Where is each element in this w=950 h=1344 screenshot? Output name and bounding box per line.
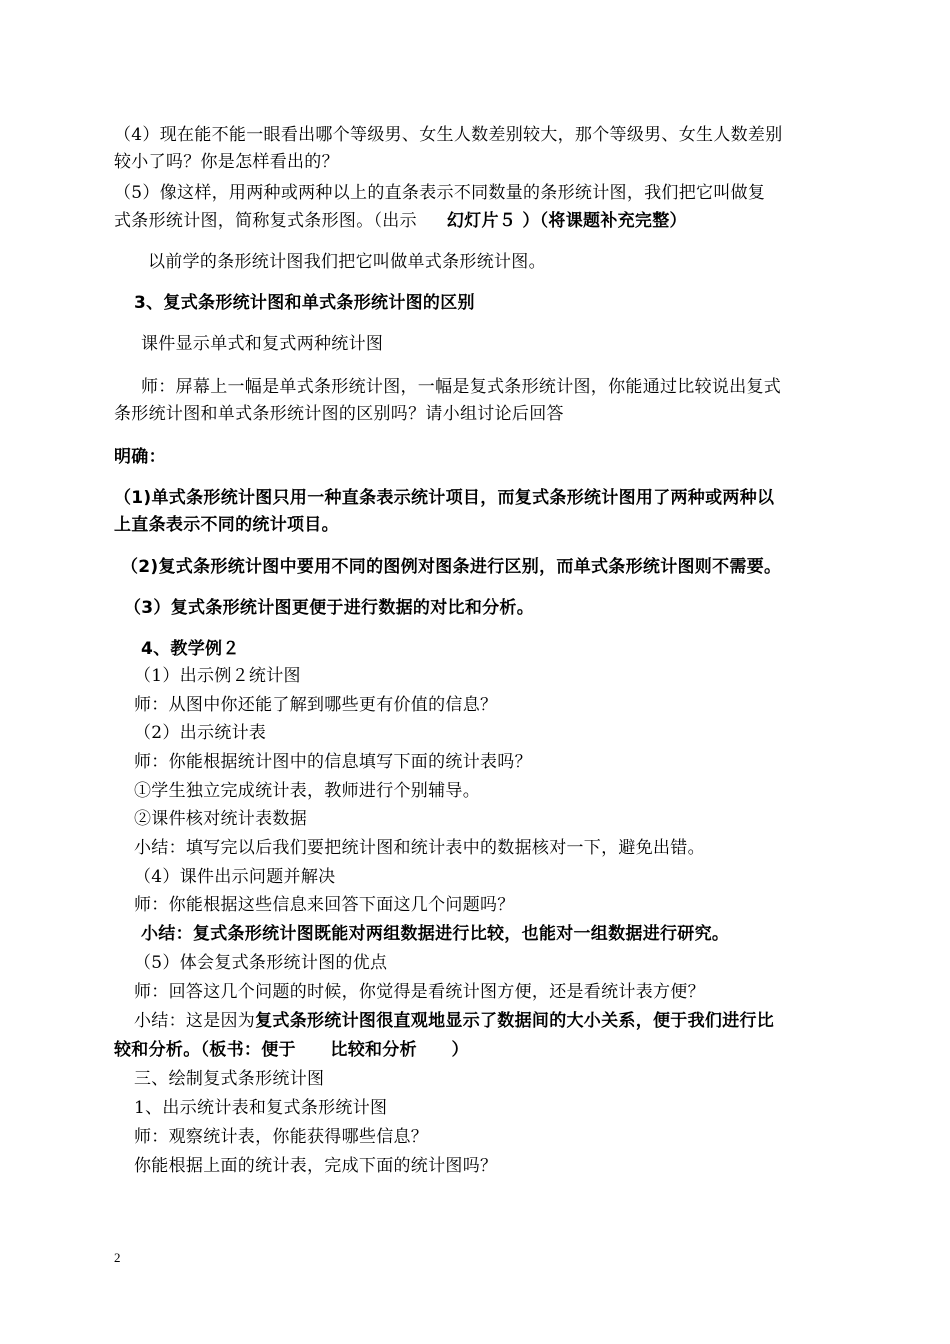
section-heading: 4、教学例２ bbox=[141, 639, 240, 659]
section-heading: 3、复式条形统计图和单式条形统计图的区别 bbox=[134, 293, 475, 313]
paragraph-line: 上直条表示不同的统计项目。 bbox=[114, 515, 339, 535]
section-heading: 三、绘制复式条形统计图 bbox=[134, 1069, 325, 1089]
text-run: 式条形统计图，简称复式条形图。（出示 bbox=[114, 211, 417, 231]
paragraph-line: 以前学的条形统计图我们把它叫做单式条形统计图。 bbox=[148, 252, 546, 272]
paragraph-line: 小结：填写完以后我们要把统计图和统计表中的数据核对一下，避免出错。 bbox=[134, 838, 705, 858]
paragraph-line: （1)单式条形统计图只用一种直条表示统计项目，而复式条形统计图用了两种或两种以 bbox=[114, 488, 775, 508]
paragraph-line: 你能根据上面的统计表，完成下面的统计图吗？ bbox=[134, 1156, 498, 1176]
label-mingque: 明确： bbox=[114, 447, 166, 467]
text-run-bold: 复式条形统计图很直观地显示了数据间的大小关系，便于我们进行比 bbox=[255, 1011, 775, 1031]
paragraph-line: 师：你能根据这些信息来回答下面这几个问题吗？ bbox=[134, 895, 515, 915]
paragraph-line: （2）出示统计表 bbox=[134, 723, 267, 743]
page-number: 2 bbox=[114, 1250, 121, 1265]
paragraph-line: 师：屏幕上一幅是单式条形统计图，一幅是复式条形统计图，你能通过比较说出复式 bbox=[141, 377, 782, 397]
paragraph-line: 课件显示单式和复式两种统计图 bbox=[141, 334, 384, 354]
paragraph-line: 师：你能根据统计图中的信息填写下面的统计表吗？ bbox=[134, 752, 532, 772]
paragraph-line: 较小了吗？你是怎样看出的？ bbox=[114, 152, 339, 172]
paragraph-line: （2)复式条形统计图中要用不同的图例对图条进行区别，而单式条形统计图则不需要。 bbox=[121, 557, 782, 577]
paragraph-line bbox=[114, 210, 687, 232]
paragraph-line: （1）出示例２统计图 bbox=[134, 666, 301, 686]
text-run: 小结：这是因为 bbox=[134, 1011, 256, 1031]
paragraph-line: 师：回答这几个问题的时候，你觉得是看统计图方便，还是看统计表方便？ bbox=[134, 982, 705, 1002]
paragraph-line: （5）像这样，用两种或两种以上的直条表示不同数量的条形统计图，我们把它叫做复 bbox=[114, 183, 766, 203]
slide-reference: 幻灯片５ ）（将课题补充完整） bbox=[446, 211, 687, 231]
paragraph-line: 1、出示统计表和复式条形统计图 bbox=[134, 1098, 388, 1118]
paragraph-line: ②课件核对统计表数据 bbox=[134, 809, 307, 829]
paragraph-line: 条形统计图和单式条形统计图的区别吗？请小组讨论后回答 bbox=[114, 404, 564, 424]
paragraph-line: ①学生独立完成统计表，教师进行个别辅导。 bbox=[134, 781, 480, 801]
paragraph-line bbox=[134, 1010, 774, 1032]
paragraph-line: （4）现在能不能一眼看出哪个等级男、女生人数差别较大，那个等级男、女生人数差别 bbox=[114, 125, 783, 145]
paragraph-line: （3）复式条形统计图更便于进行数据的对比和分析。 bbox=[124, 598, 535, 618]
paragraph-line: （4）课件出示问题并解决 bbox=[134, 867, 336, 887]
summary-line: 小结：复式条形统计图既能对两组数据进行比较，也能对一组数据进行研究。 bbox=[141, 924, 730, 944]
paragraph-line: （5）体会复式条形统计图的优点 bbox=[134, 953, 388, 973]
paragraph-line: 较和分析。（板书：便于 比较和分析 ） bbox=[114, 1040, 469, 1060]
paragraph-line: 师：观察统计表，你能获得哪些信息？ bbox=[134, 1127, 429, 1147]
paragraph-line: 师：从图中你还能了解到哪些更有价值的信息？ bbox=[134, 695, 498, 715]
